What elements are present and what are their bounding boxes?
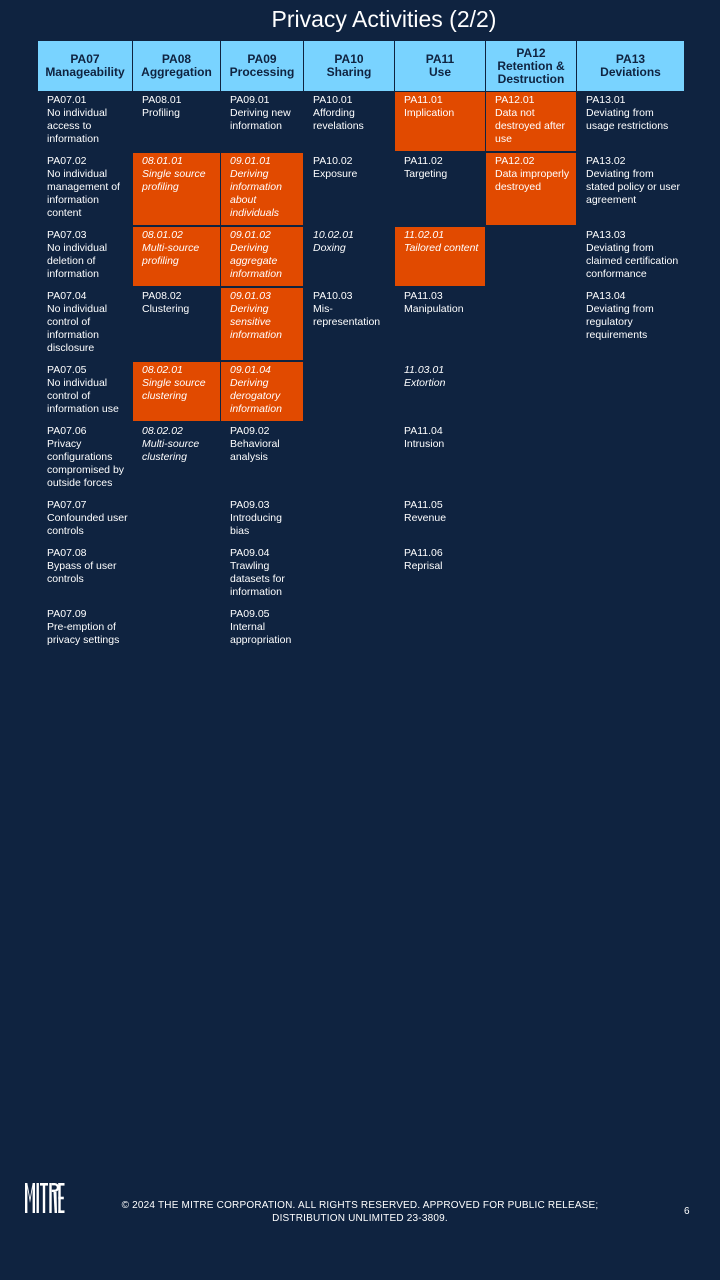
activity-code: PA07.09 — [47, 608, 87, 620]
activity-cell — [395, 287, 486, 361]
table-row — [38, 152, 685, 226]
activity-cell — [486, 92, 577, 153]
activity-code: PA09.01 — [230, 94, 270, 106]
column-label: Use — [428, 65, 451, 79]
column-label: Sharing — [326, 65, 372, 79]
activity-code: 10.02.01 — [313, 229, 354, 241]
activity-code: PA12.01 — [495, 94, 535, 106]
activity-cell — [486, 544, 577, 605]
activity-cell — [486, 361, 577, 422]
activity-code: 11.02.01 — [404, 229, 445, 241]
activity-label: Extortion — [404, 377, 446, 389]
activity-cell — [38, 605, 133, 653]
activity-cell — [133, 605, 221, 653]
activity-label: Confounded user controls — [47, 512, 128, 537]
activity-code: PA09.02 — [230, 425, 270, 437]
column-code: PA08 — [161, 52, 192, 66]
activity-code: PA07.04 — [47, 290, 87, 302]
activity-label: Deviating from stated policy or user agreement — [586, 168, 680, 206]
column-label: Retention & Destruction — [497, 58, 565, 86]
activity-label: Single source clustering — [142, 377, 206, 402]
activity-label: Behavioral analysis — [230, 438, 280, 463]
activity-cell — [395, 226, 486, 287]
activity-code: 08.02.02 — [142, 425, 183, 437]
column-header-pa07 — [38, 41, 133, 92]
activity-code: PA12.02 — [495, 155, 535, 167]
activity-cell — [221, 605, 304, 653]
column-code: PA07 — [70, 52, 100, 66]
table-body — [38, 92, 685, 654]
activity-code: PA13.02 — [586, 155, 626, 167]
copyright-line-2: DISTRIBUTION UNLIMITED 23-3809. — [272, 1213, 448, 1224]
activity-cell — [577, 226, 685, 287]
activity-label: Trawling datasets for information — [230, 560, 285, 598]
activity-cell — [395, 422, 486, 496]
activity-code: PA07.08 — [47, 547, 87, 559]
activity-cell — [577, 152, 685, 226]
mitre-logo — [25, 1180, 65, 1216]
activity-code: PA07.02 — [47, 155, 87, 167]
activity-code: PA13.03 — [586, 229, 626, 241]
activity-cell — [38, 361, 133, 422]
copyright-line-1: © 2024 THE MITRE CORPORATION. ALL RIGHTS RESERVED. APPROVED FOR PUBLIC RELEASE; — [121, 1200, 599, 1211]
activity-label: Affording revelations — [313, 107, 364, 132]
activity-cell — [133, 496, 221, 544]
activity-cell — [304, 605, 395, 653]
activity-label: Bypass of user controls — [47, 560, 117, 585]
activity-label: Introducing bias — [230, 512, 282, 537]
activity-code: PA07.03 — [47, 229, 87, 241]
activity-cell — [221, 152, 304, 226]
activity-label: Deviating from usage restrictions — [586, 107, 669, 132]
activity-cell — [304, 544, 395, 605]
activity-label: Deriving aggregate information — [230, 242, 282, 280]
activity-label: Profiling — [142, 107, 180, 119]
activity-cell — [395, 152, 486, 226]
activity-code: 08.01.02 — [142, 229, 183, 241]
activity-label: Deviating from claimed certification conformance — [586, 242, 679, 280]
activity-label: Revenue — [404, 512, 447, 524]
activity-cell — [221, 92, 304, 153]
activity-cell — [577, 605, 685, 653]
table-row — [38, 605, 685, 653]
activity-cell — [577, 496, 685, 544]
activity-cell — [304, 422, 395, 496]
activity-label: Mis-representation — [313, 303, 381, 328]
activity-code: PA11.05 — [404, 499, 443, 511]
column-label: Deviations — [600, 65, 661, 79]
activity-code: PA11.01 — [404, 94, 443, 106]
activity-cell — [38, 226, 133, 287]
activity-label: Multi-source profiling — [142, 242, 200, 267]
activity-label: Privacy configurations compromised by outside forces — [47, 438, 125, 489]
activity-cell — [304, 226, 395, 287]
activity-code: PA11.02 — [404, 155, 443, 167]
activity-label: No individual deletion of information — [47, 242, 108, 280]
activity-cell — [577, 422, 685, 496]
activity-cell — [304, 92, 395, 153]
activity-code: PA07.07 — [47, 499, 87, 511]
column-header-pa08 — [133, 41, 221, 92]
activity-code: 09.01.04 — [230, 364, 271, 376]
activity-code: PA11.04 — [404, 425, 443, 437]
activity-cell — [38, 422, 133, 496]
activity-cell — [133, 92, 221, 153]
activity-cell — [577, 92, 685, 153]
table-row — [38, 361, 685, 422]
activity-cell — [133, 422, 221, 496]
activity-cell — [304, 496, 395, 544]
privacy-activities-table — [37, 40, 685, 654]
activity-code: PA10.03 — [313, 290, 353, 302]
activity-code: PA09.05 — [230, 608, 270, 620]
column-header-pa09 — [221, 41, 304, 92]
activity-label: No individual control of information disclosure — [47, 303, 108, 354]
activity-label: Reprisal — [404, 560, 443, 572]
activity-label: Single source profiling — [142, 168, 206, 193]
activity-cell — [577, 361, 685, 422]
activity-code: 08.01.01 — [142, 155, 183, 167]
column-header-pa11 — [395, 41, 486, 92]
activity-cell — [395, 605, 486, 653]
activity-label: Internal appropriation — [230, 621, 292, 646]
activity-cell — [38, 287, 133, 361]
activity-code: PA07.01 — [47, 94, 87, 106]
activity-cell — [133, 361, 221, 422]
activity-code: 11.03.01 — [404, 364, 445, 376]
activity-label: Clustering — [142, 303, 190, 315]
activity-label: Deriving information about individuals — [230, 168, 282, 219]
column-label: Aggregation — [141, 65, 212, 79]
column-header-pa12 — [486, 41, 577, 92]
activity-label: Tailored content — [404, 242, 479, 254]
activity-code: 08.02.01 — [142, 364, 183, 376]
activity-cell — [304, 287, 395, 361]
activity-code: PA07.06 — [47, 425, 87, 437]
activity-label: No individual management of information content — [47, 168, 120, 219]
activity-cell — [133, 226, 221, 287]
activity-code: PA07.05 — [47, 364, 87, 376]
activity-code: PA09.03 — [230, 499, 270, 511]
activity-label: Multi-source clustering — [142, 438, 200, 463]
activity-cell — [395, 544, 486, 605]
column-label: Manageability — [45, 65, 125, 79]
activity-code: PA13.04 — [586, 290, 626, 302]
activity-label: Manipulation — [404, 303, 464, 315]
activity-code: PA08.01 — [142, 94, 182, 106]
table-row — [38, 496, 685, 544]
activity-code: PA11.06 — [404, 547, 443, 559]
column-code: PA11 — [425, 52, 455, 66]
activity-cell — [38, 544, 133, 605]
activity-label: No individual access to information — [47, 107, 108, 145]
activity-code: 09.01.01 — [230, 155, 271, 167]
copyright-notice — [100, 1199, 620, 1225]
activity-label: Data not destroyed after use — [495, 107, 566, 145]
activity-code: PA11.03 — [404, 290, 443, 302]
column-header-pa10 — [304, 41, 395, 92]
activity-cell — [304, 361, 395, 422]
table-row — [38, 226, 685, 287]
activity-cell — [221, 544, 304, 605]
activity-cell — [221, 496, 304, 544]
activity-cell — [221, 361, 304, 422]
activity-cell — [221, 226, 304, 287]
activity-code: PA10.02 — [313, 155, 353, 167]
page-number: 6 — [684, 1206, 690, 1217]
activity-cell — [486, 496, 577, 544]
activity-label: Doxing — [313, 242, 346, 254]
activity-label: Deriving new information — [230, 107, 291, 132]
activity-cell — [221, 287, 304, 361]
activity-code: 09.01.02 — [230, 229, 271, 241]
activity-label: No individual control of information use — [47, 377, 119, 415]
activity-cell — [304, 152, 395, 226]
activity-cell — [38, 92, 133, 153]
activity-cell — [133, 544, 221, 605]
activity-cell — [133, 152, 221, 226]
table-row — [38, 544, 685, 605]
activity-label: Deriving derogatory information — [230, 377, 282, 415]
activity-cell — [38, 496, 133, 544]
activity-cell — [577, 544, 685, 605]
column-code: PA13 — [615, 52, 646, 66]
activity-label: Exposure — [313, 168, 358, 180]
activity-cell — [395, 496, 486, 544]
column-code: PA12 — [516, 45, 546, 60]
activity-cell — [221, 422, 304, 496]
activity-cell — [486, 287, 577, 361]
activity-cell — [395, 361, 486, 422]
activity-cell — [133, 287, 221, 361]
activity-code: 09.01.03 — [230, 290, 271, 302]
column-label: Processing — [229, 65, 295, 79]
page-title: Privacy Activities (2/2) — [271, 6, 497, 32]
activity-cell — [486, 605, 577, 653]
activity-cell — [486, 422, 577, 496]
activity-code: PA13.01 — [586, 94, 626, 106]
activity-label: Deriving sensitive information — [230, 303, 282, 341]
table-row — [38, 287, 685, 361]
activity-cell — [38, 152, 133, 226]
activity-label: Intrusion — [404, 438, 445, 450]
column-header-pa13 — [577, 41, 685, 92]
activity-code: PA09.04 — [230, 547, 270, 559]
activity-code: PA10.01 — [313, 94, 353, 106]
activity-cell — [486, 152, 577, 226]
activity-label: Data improperly destroyed — [495, 168, 570, 193]
column-code: PA10 — [334, 52, 364, 66]
activity-label: Implication — [404, 107, 455, 119]
column-code: PA09 — [247, 52, 277, 66]
table-row — [38, 92, 685, 153]
activity-code: PA08.02 — [142, 290, 182, 302]
activity-label: Targeting — [404, 168, 448, 180]
table-row — [38, 422, 685, 496]
activity-cell — [486, 226, 577, 287]
activity-label: Deviating from regulatory requirements — [586, 303, 654, 341]
activity-cell — [395, 92, 486, 153]
activity-label: Pre-emption of privacy settings — [47, 621, 120, 646]
activity-cell — [577, 287, 685, 361]
header-row — [38, 41, 685, 92]
